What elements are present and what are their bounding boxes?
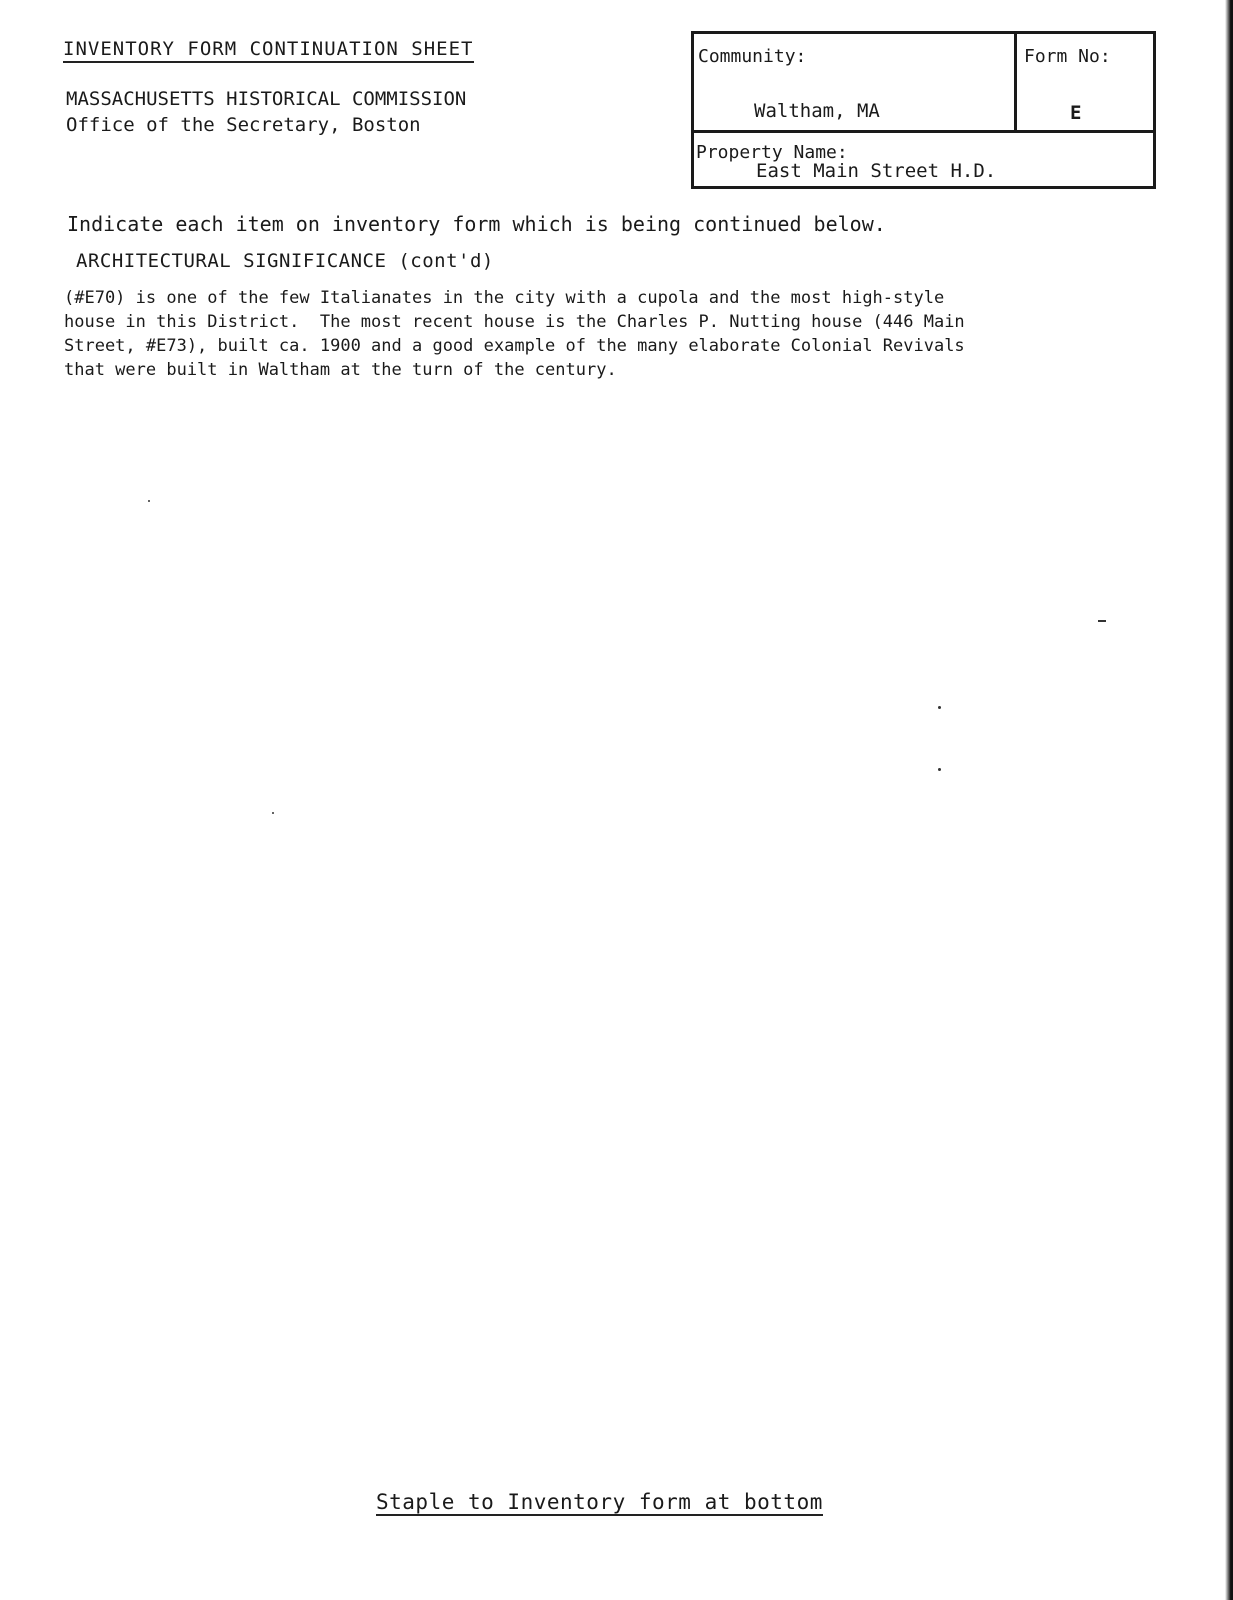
scan-speck xyxy=(1098,620,1106,622)
scan-edge xyxy=(1225,0,1233,1600)
scan-speck xyxy=(148,500,150,502)
community-value: Waltham, MA xyxy=(754,100,880,122)
instruction-text: Indicate each item on inventory form which is being continued below. xyxy=(67,212,886,236)
staple-note-text: Staple to Inventory form at bottom xyxy=(376,1490,823,1514)
form-no-label: Form No: xyxy=(1024,46,1111,67)
paragraph-line: house in this District. The most recent house is the Charles P. Nutting house (446 Main xyxy=(64,312,965,332)
box-divider-vertical xyxy=(1014,34,1017,130)
community-label: Community: xyxy=(698,46,807,67)
significance-paragraph xyxy=(64,286,1144,382)
agency-name: MASSACHUSETTS HISTORICAL COMMISSION xyxy=(66,88,467,110)
agency-block xyxy=(66,86,466,138)
paragraph-line: Street, #E73), built ca. 1900 and a good example of the many elaborate Colonial Revivals xyxy=(64,336,965,356)
form-no-value: E xyxy=(1070,102,1082,124)
paragraph-line: (#E70) is one of the few Italianates in the city with a cupola and the most high-style xyxy=(64,288,945,308)
scan-speck xyxy=(938,706,941,709)
scan-speck xyxy=(272,812,274,814)
property-name-label: Property Name: xyxy=(696,142,848,163)
box-divider-horizontal xyxy=(694,130,1153,133)
paragraph-line: that were built in Waltham at the turn of the century. xyxy=(64,360,617,380)
property-name-value: East Main Street H.D. xyxy=(756,160,997,182)
identification-box xyxy=(691,31,1156,189)
form-title: INVENTORY FORM CONTINUATION SHEET xyxy=(63,38,474,63)
staple-instruction xyxy=(376,1490,823,1514)
agency-office: Office of the Secretary, Boston xyxy=(66,114,421,136)
scan-speck xyxy=(938,768,941,771)
section-heading: ARCHITECTURAL SIGNIFICANCE (cont'd) xyxy=(76,250,494,272)
